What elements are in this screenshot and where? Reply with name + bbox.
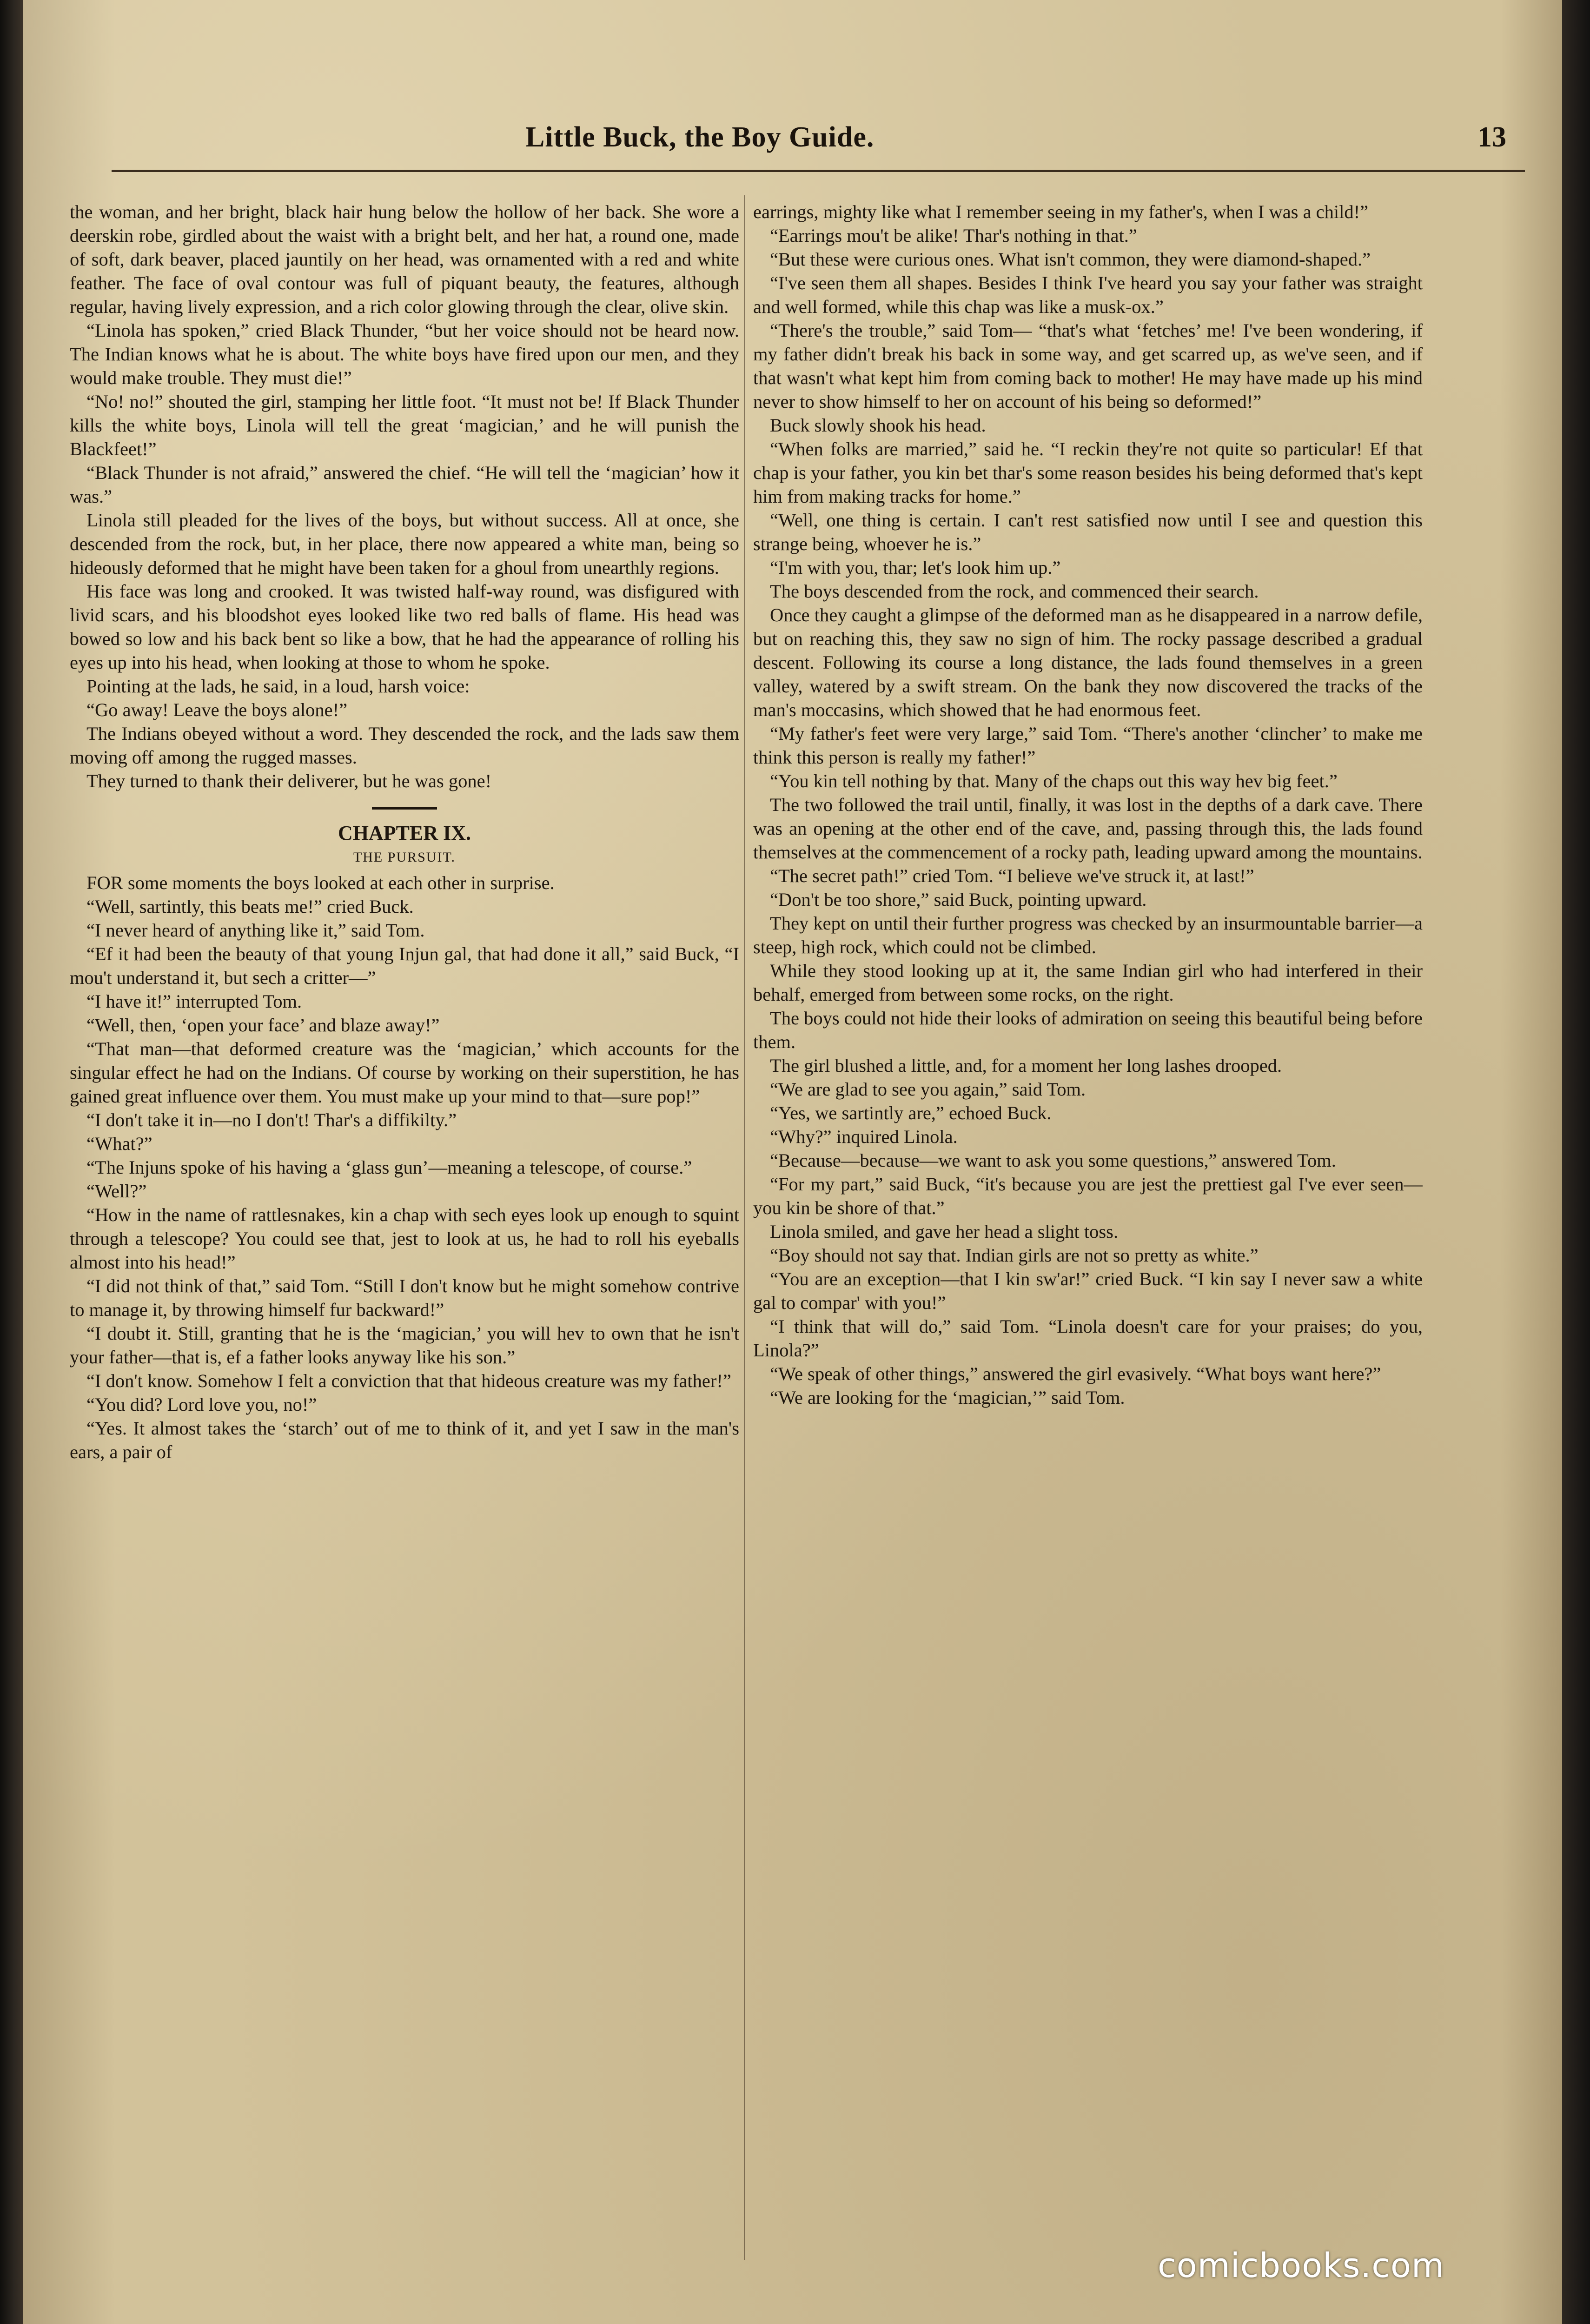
- paragraph: “I don't know. Somehow I felt a conviction that that hideous creature was my father!”: [86, 1370, 731, 1391]
- paragraph: The boys descended from the rock, and commenced their search.: [770, 581, 1259, 602]
- running-title: Little Buck, the Boy Guide.: [525, 121, 874, 153]
- paragraph: “Linola has spoken,” cried Black Thunder, “but her voice should not be heard now. The Indian knows what he is about. The white boys have fired upon our men, and they would make trouble. They must die!”: [70, 320, 739, 388]
- paragraph: FOR some moments the boys looked at each other in surprise.: [86, 872, 555, 893]
- column-divider: [744, 195, 745, 2260]
- paragraph: Linola smiled, and gave her head a slight toss.: [770, 1221, 1119, 1242]
- paragraph: Buck slowly shook his head.: [770, 415, 986, 436]
- paragraph: “Well, sartintly, this beats me!” cried Buck.: [86, 896, 414, 917]
- paragraph: “I never heard of anything like it,” said Tom.: [86, 920, 425, 941]
- paragraph: “You did? Lord love you, no!”: [86, 1394, 317, 1415]
- paragraph: “When folks are married,” said he. “I reckin they're not quite so particular! Ef that chap is your father, you kin bet thar's some reason besides his being deformed that's kept him from making tracks for home.”: [753, 438, 1423, 507]
- left-column: [70, 200, 739, 2255]
- paragraph: “Well?”: [86, 1181, 147, 1202]
- paragraph: “There's the trouble,” said Tom— “that's what ‘fetches’ me! I've been wondering, if my father didn't break his back in some way, and get scarred up, as we've seen, and if that wasn't what kept him from coming back to mother! He may have made up his mind never to show himself to her on account of his being so deformed!”: [753, 320, 1423, 412]
- chapter-subtitle: THE PURSUIT.: [353, 850, 456, 865]
- right-column-text: [753, 200, 1423, 1409]
- paragraph: “I've seen them all shapes. Besides I think I've heard you say your father was straight and well formed, while this chap was like a musk-ox.”: [753, 272, 1423, 317]
- paragraph: “I'm with you, thar; let's look him up.”: [770, 557, 1061, 578]
- paragraph: “What?”: [86, 1133, 152, 1154]
- paragraph: “Because—because—we want to ask you some questions,” answered Tom.: [770, 1150, 1336, 1171]
- paragraph: The boys could not hide their looks of admiration on seeing this beautiful being before them.: [753, 1008, 1423, 1052]
- left-column-text-top: [70, 200, 739, 793]
- paragraph: “I think that will do,” said Tom. “Linola doesn't care for your praises; do you, Linola?”: [753, 1316, 1423, 1361]
- paragraph: “For my part,” said Buck, “it's because you are jest the prettiest gal I've ever seen—you kin be shore of that.”: [753, 1174, 1423, 1218]
- paragraph: While they stood looking up at it, the same Indian girl who had interfered in their behalf, emerged from between some rocks, on the right.: [753, 960, 1423, 1005]
- paragraph: “I did not think of that,” said Tom. “Still I don't know but he might somehow contrive to manage it, by throwing himself fur backward!”: [70, 1275, 739, 1320]
- paragraph: His face was long and crooked. It was twisted half-way round, was disfigured with livid scars, and his bloodshot eyes looked like two red balls of flame. His head was bowed so low and his back bent so like a bow, that he had the appearance of rolling his eyes up into his head, when looking at those to whom he spoke.: [70, 581, 739, 673]
- chapter-separator-rule: [372, 807, 437, 810]
- left-column-text-bottom: [70, 871, 739, 1464]
- paragraph: Linola still pleaded for the lives of the boys, but without success. All at once, she descended from the rock, but, in her place, there now appeared a white man, being so hideously deformed that he might have been taken for a ghoul from unearthly regions.: [70, 510, 739, 578]
- paragraph: “I doubt it. Still, granting that he is the ‘magician,’ you will hev to own that he isn't your father—that is, ef a father looks anyway like his son.”: [70, 1323, 739, 1368]
- paragraph: “Go away! Leave the boys alone!”: [86, 699, 348, 720]
- paragraph: “We are glad to see you again,” said Tom.: [770, 1079, 1086, 1100]
- paragraph: “Yes. It almost takes the ‘starch’ out of me to think of it, and yet I saw in the man's ears, a pair of: [70, 1418, 739, 1462]
- paragraph: “You are an exception—that I kin sw'ar!” cried Buck. “I kin say I never saw a white gal to compar' with you!”: [753, 1268, 1423, 1313]
- paragraph: “Well, one thing is certain. I can't rest satisfied now until I see and question this strange being, whoever he is.”: [753, 510, 1423, 554]
- paragraph: The two followed the trail until, finally, it was lost in the depths of a dark cave. There was an opening at the other end of the cave, and, passing through this, the lads found themselves at the commencement of a rocky path, leading upward among the mountains.: [753, 794, 1423, 863]
- paragraph: “But these were curious ones. What isn't common, they were diamond-shaped.”: [770, 249, 1371, 270]
- paragraph: “That man—that deformed creature was the ‘magician,’ which accounts for the singular effect he had on the Indians. Of course by working on their superstition, he has gained great influence over them. You must make up your mind to that—sure pop!”: [70, 1038, 739, 1107]
- paragraph: The Indians obeyed without a word. They descended the rock, and the lads saw them moving off among the rugged masses.: [70, 723, 739, 768]
- paragraph: “Don't be too shore,” said Buck, pointing upward.: [770, 889, 1147, 910]
- paragraph: “How in the name of rattlesnakes, kin a chap with sech eyes look up enough to squint through a telescope? You could see that, jest to look at us, he had to roll his eyeballs almost into his head!”: [70, 1204, 739, 1273]
- paragraph: They turned to thank their deliverer, but he was gone!: [86, 770, 492, 791]
- page-edge-shadow: [1562, 0, 1590, 2324]
- paragraph: “Why?” inquired Linola.: [770, 1126, 958, 1147]
- chapter-title: CHAPTER IX.: [338, 822, 471, 844]
- paragraph: “Earrings mou't be alike! Thar's nothing in that.”: [770, 225, 1137, 246]
- paragraph: “The Injuns spoke of his having a ‘glass gun’—meaning a telescope, of course.”: [86, 1157, 692, 1178]
- paragraph: “We speak of other things,” answered the girl evasively. “What boys want here?”: [770, 1363, 1381, 1384]
- paragraph: earrings, mighty like what I remember seeing in my father's, when I was a child!”: [753, 201, 1369, 222]
- paragraph: “My father's feet were very large,” said Tom. “There's another ‘clincher’ to make me think this person is really my father!”: [753, 723, 1423, 768]
- paragraph: “Well, then, ‘open your face’ and blaze away!”: [86, 1015, 440, 1036]
- paragraph: “We are looking for the ‘magician,’” said Tom.: [770, 1387, 1125, 1408]
- page-number: 13: [1477, 121, 1506, 153]
- page-header: [84, 107, 1520, 177]
- paragraph: “You kin tell nothing by that. Many of the chaps out this way hev big feet.”: [770, 770, 1338, 791]
- paragraph: “Ef it had been the beauty of that young Injun gal, that had done it all,” said Buck, “I mou't understand it, but sech a critter—”: [70, 943, 739, 988]
- binding-spine: [0, 0, 23, 2324]
- right-column: [753, 200, 1423, 2255]
- paragraph: Pointing at the lads, he said, in a loud, harsh voice:: [86, 676, 470, 697]
- paragraph: the woman, and her bright, black hair hung below the hollow of her back. She wore a deerskin robe, girdled about the waist with a bright belt, and her hat, a round one, made of soft, dark beaver, placed jauntily on her head, was ornamented with a red and white feather. The face of oval contour was full of piquant beauty, the features, although regular, having lively expression, and a rich color glowing through the clear, olive skin.: [70, 201, 739, 317]
- paragraph: “I don't take it in—no I don't! Thar's a diffikilty.”: [86, 1109, 457, 1130]
- paragraph: “Black Thunder is not afraid,” answered the chief. “He will tell the ‘magician’ how it was.”: [70, 462, 739, 507]
- paragraph: “I have it!” interrupted Tom.: [86, 991, 302, 1012]
- paragraph: The girl blushed a little, and, for a moment her long lashes drooped.: [770, 1055, 1282, 1076]
- paragraph: “Boy should not say that. Indian girls are not so pretty as white.”: [770, 1245, 1259, 1266]
- paragraph: They kept on until their further progress was checked by an insurmountable barrier—a steep, high rock, which could not be climbed.: [753, 913, 1423, 957]
- paragraph: “Yes, we sartintly are,” echoed Buck.: [770, 1102, 1052, 1123]
- paragraph: Once they caught a glimpse of the deformed man as he disappeared in a narrow defile, but on reaching this, they saw no sign of him. The rocky passage described a gradual descent. Following its course a long distance, the lads found themselves in a green valley, watered by a swift stream. On the bank they now discovered the tracks of the man's moccasins, which showed that he had enormous feet.: [753, 604, 1423, 720]
- site-watermark: comicbooks.com: [1158, 2246, 1445, 2285]
- paragraph: “No! no!” shouted the girl, stamping her little foot. “It must not be! If Black Thunder kills the white boys, Linola will tell the great ‘magician,’ and he will punish the Blackfeet!”: [70, 391, 739, 459]
- paragraph: “The secret path!” cried Tom. “I believe we've struck it, at last!”: [770, 865, 1254, 886]
- header-rule: [112, 170, 1525, 172]
